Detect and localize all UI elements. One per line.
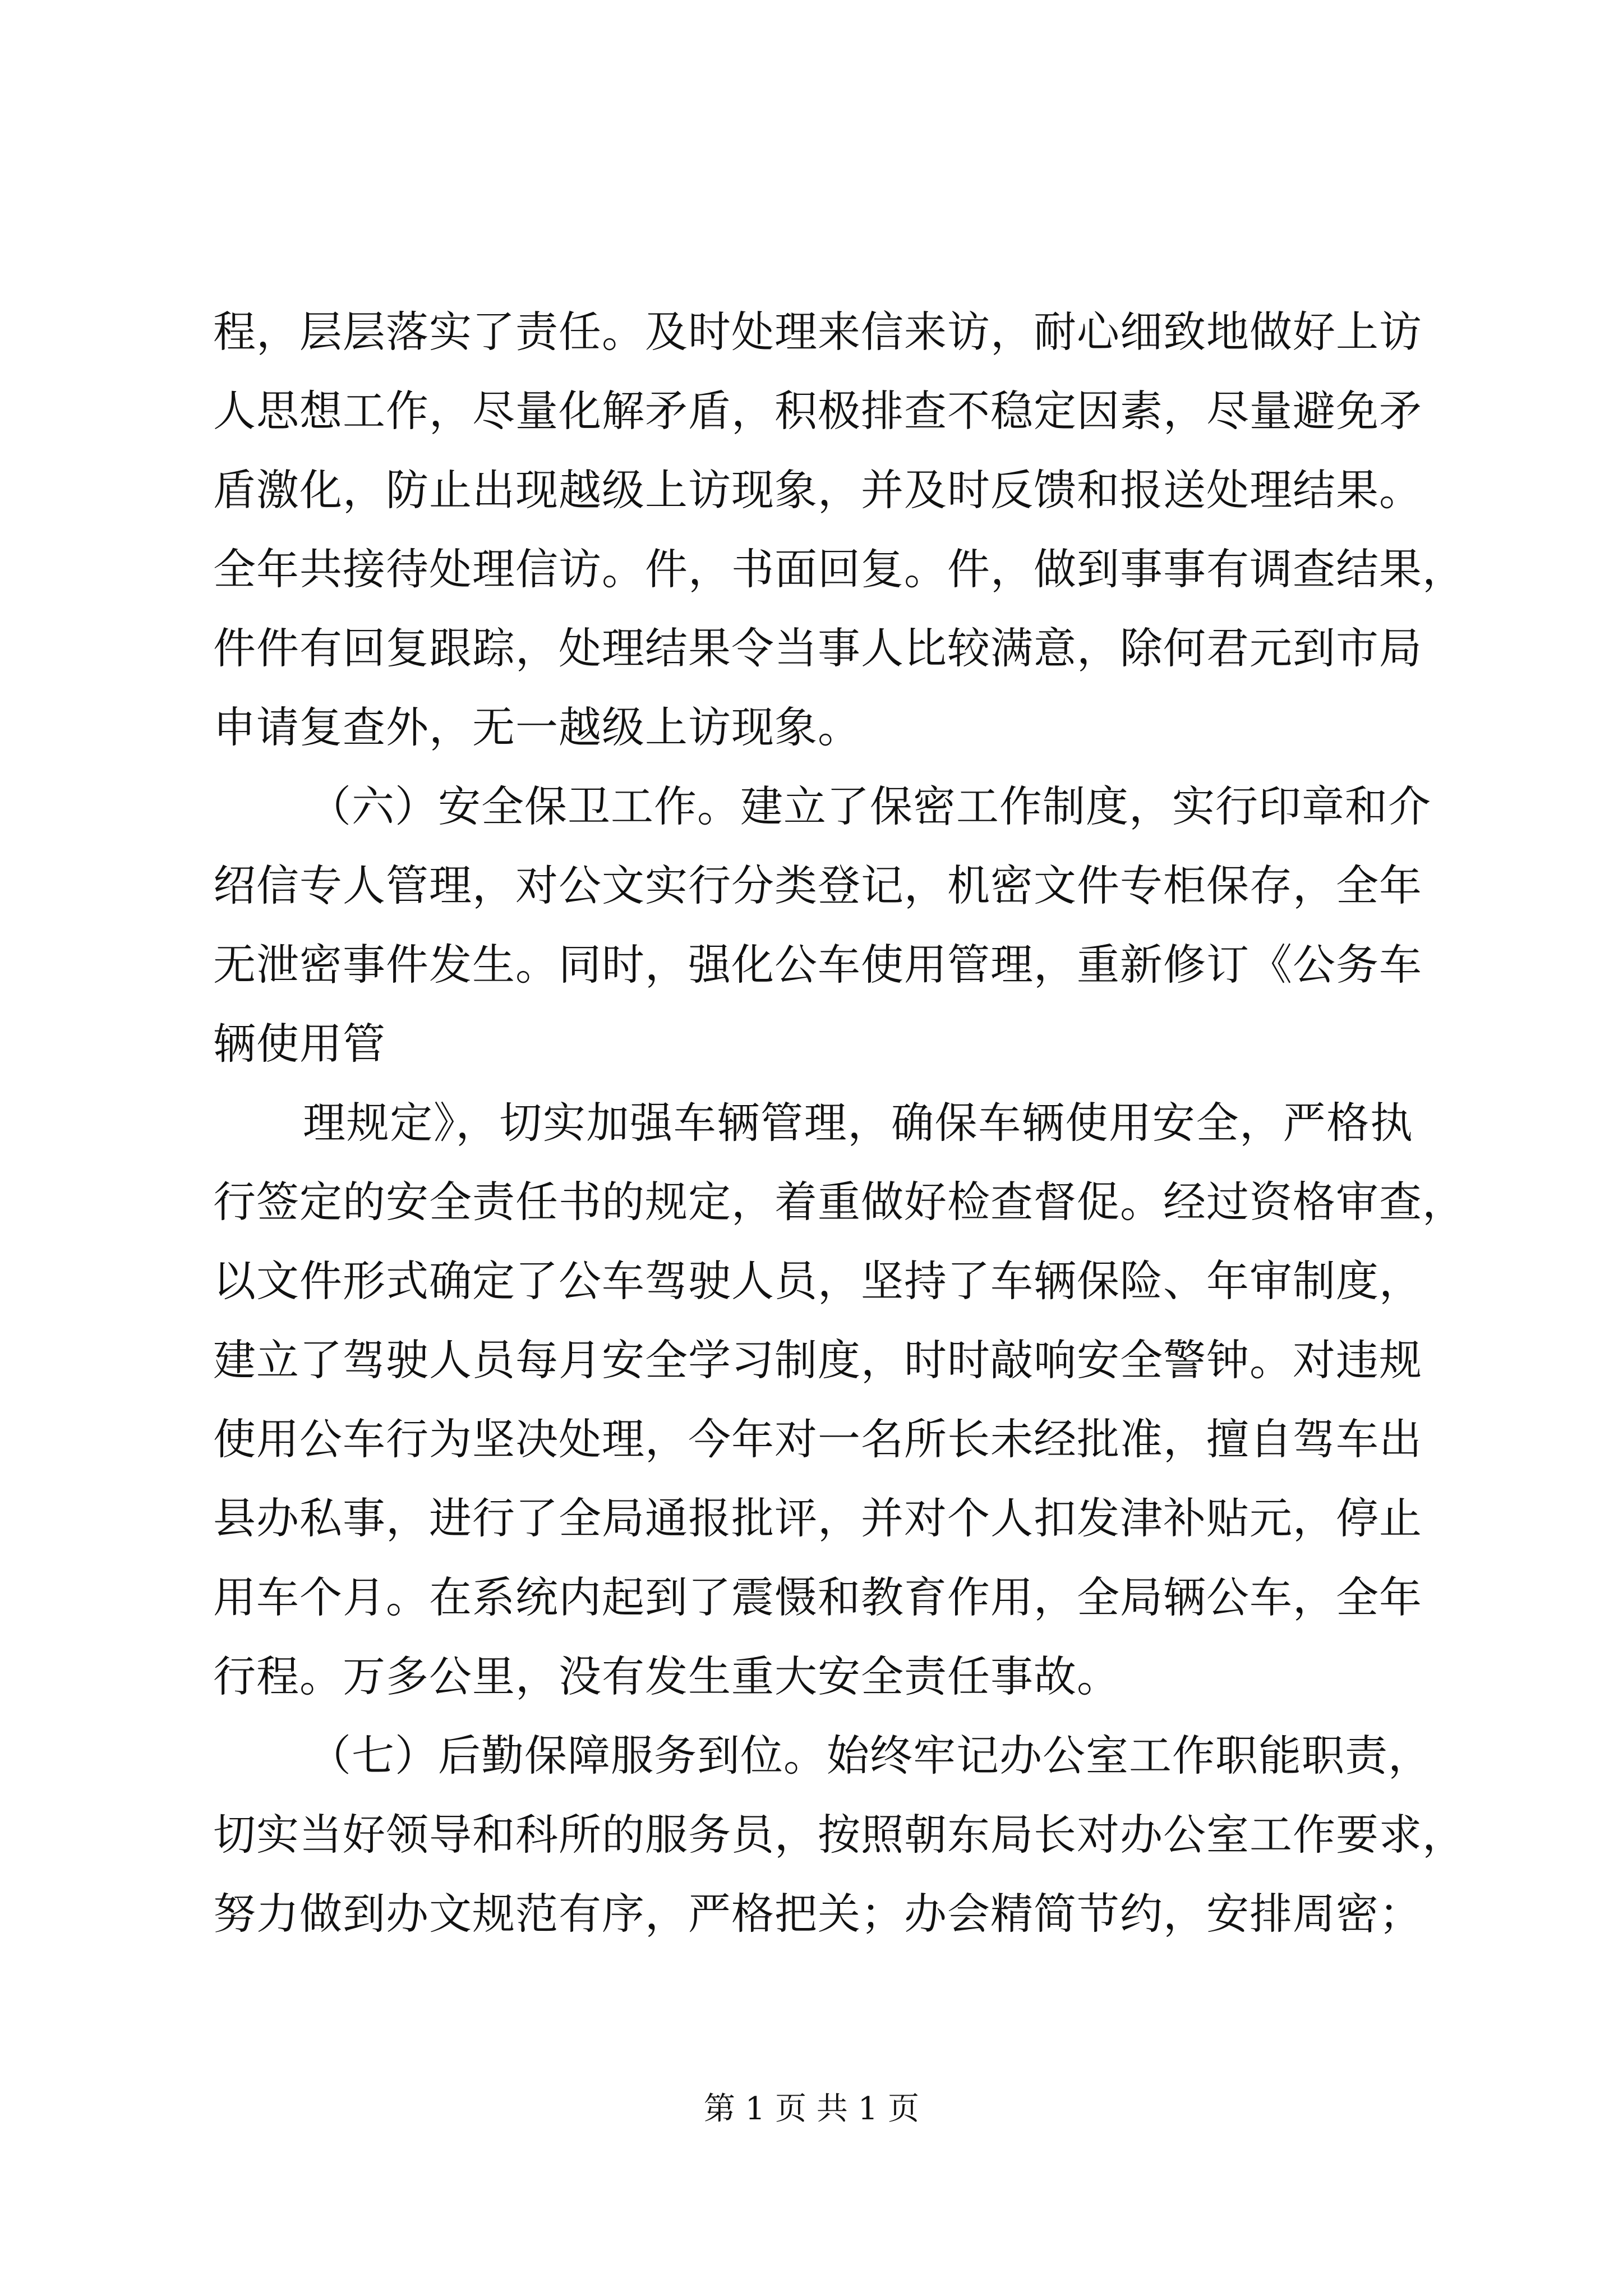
body-line-10: 辆使用管: [213, 1019, 386, 1069]
section-six-heading-line: （六）安全保卫工作。建立了保密工作制度，实行印章和介: [308, 781, 1431, 831]
section-seven-heading-line: （七）后勤保障服务到位。始终牢记办公室工作职能职责，: [308, 1731, 1431, 1780]
page-footer: 第 1 页 共 1 页: [703, 2091, 920, 2127]
body-line-16: 县办私事，进行了全局通报批评，并对个人扣发津补贴元，停止: [213, 1493, 1422, 1543]
body-line-12: 行签定的安全责任书的规定，着重做好检查督促。经过资格审查，: [213, 1177, 1465, 1227]
body-line-15: 使用公车行为坚决处理，今年对一名所长未经批准，擅自驾车出: [213, 1414, 1422, 1464]
body-line-3: 盾激化，防止出现越级上访现象，并及时反馈和报送处理结果。: [213, 465, 1422, 515]
body-line-20: 切实当好领导和科所的服务员，按照朝东局长对办公室工作要求，: [213, 1810, 1465, 1860]
body-line-8: 绍信专人管理，对公文实行分类登记，机密文件专柜保存，全年: [213, 861, 1422, 910]
body-line-1: 程，层层落实了责任。及时处理来信来访，耐心细致地做好上访: [213, 307, 1422, 357]
body-line-21: 努力做到办文规范有序，严格把关；办会精简节约，安排周密；: [213, 1889, 1422, 1939]
body-line-4: 全年共接待处理信访。件，书面回复。件，做到事事有调查结果，: [213, 544, 1465, 594]
body-line-9: 无泄密事件发生。同时，强化公车使用管理，重新修订《公务车: [213, 940, 1422, 990]
body-line-14: 建立了驾驶人员每月安全学习制度，时时敲响安全警钟。对违规: [213, 1335, 1422, 1385]
body-line-18: 行程。万多公里，没有发生重大安全责任事故。: [213, 1651, 1120, 1701]
body-line-6: 申请复查外，无一越级上访现象。: [213, 702, 861, 752]
body-line-17: 用车个月。在系统内起到了震慑和教育作用，全局辆公车，全年: [213, 1572, 1422, 1622]
body-line-13: 以文件形式确定了公车驾驶人员，坚持了车辆保险、年审制度，: [213, 1256, 1422, 1306]
body-line-11: 理规定》，切实加强车辆管理，确保车辆使用安全，严格执: [303, 1098, 1413, 1148]
body-line-2: 人思想工作，尽量化解矛盾，积极排查不稳定因素，尽量避免矛: [213, 386, 1422, 436]
body-line-5: 件件有回复跟踪，处理结果令当事人比较满意，除何君元到市局: [213, 623, 1422, 673]
